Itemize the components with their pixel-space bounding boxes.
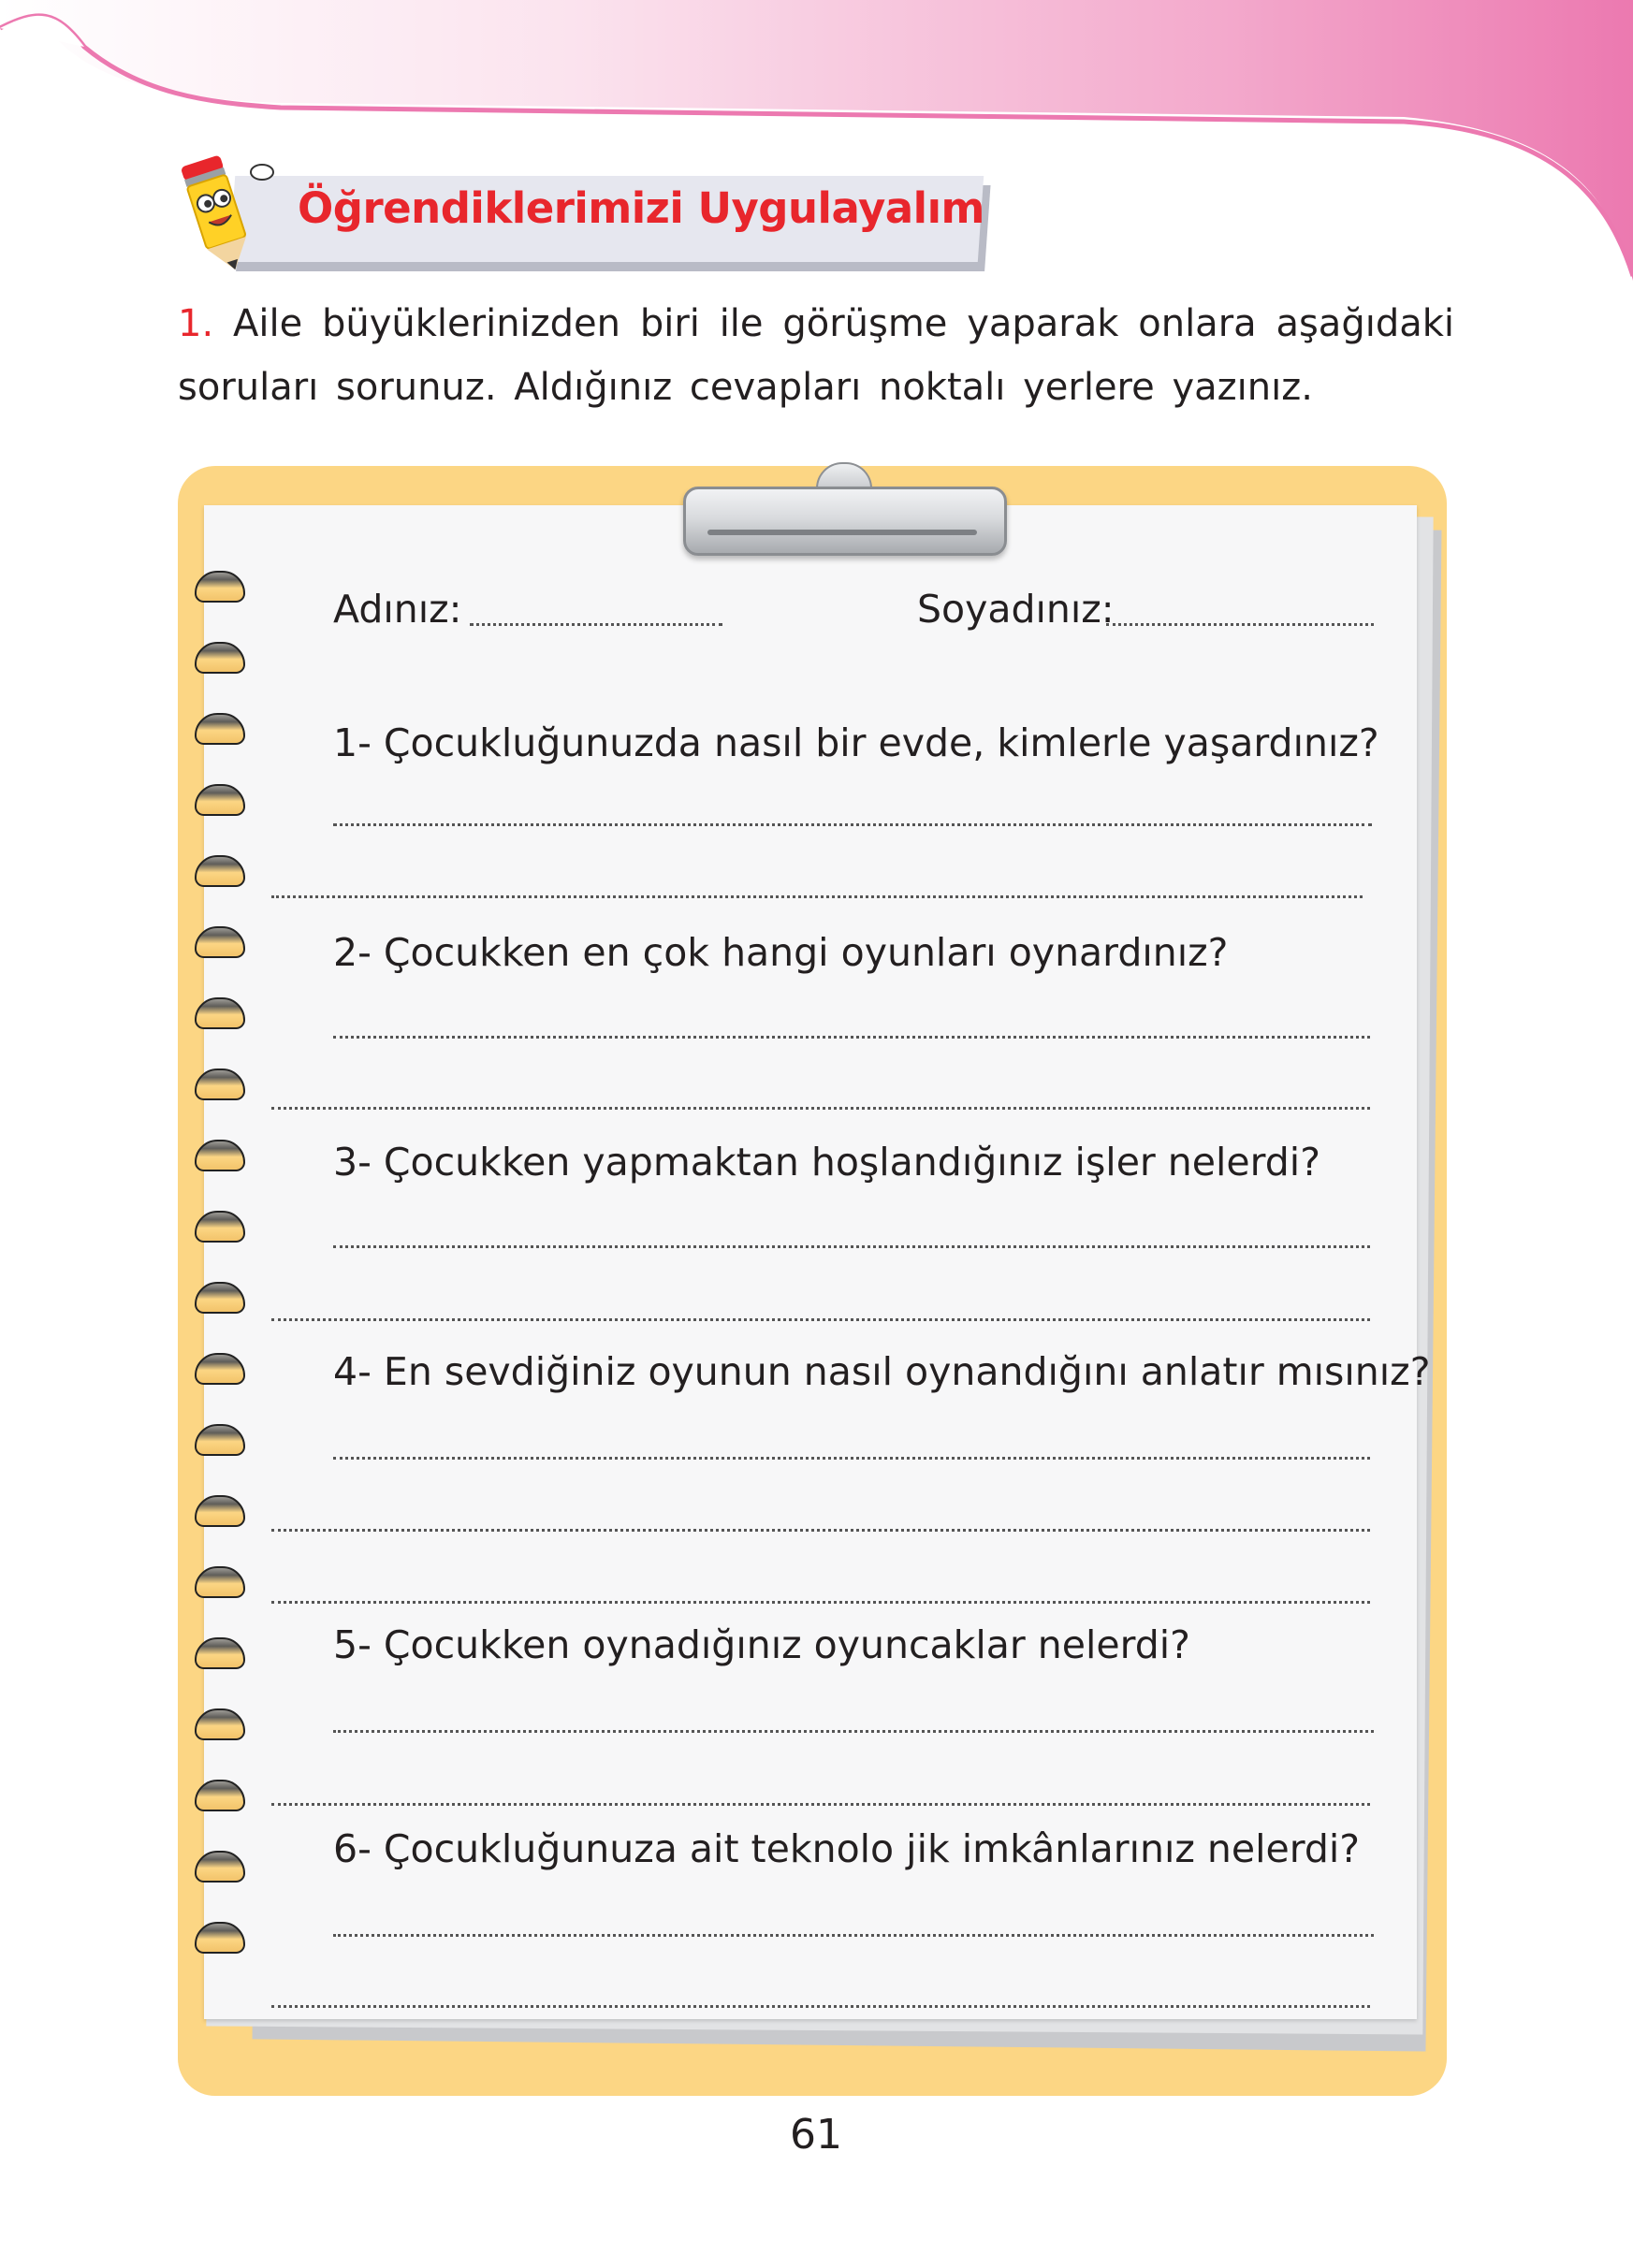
question-4: 4- En sevdiğiniz oyunun nasıl oynandığını anlatır mısınız? — [333, 1349, 1431, 1394]
answer-line-3a[interactable] — [333, 1245, 1370, 1248]
surname-field[interactable] — [1106, 623, 1374, 626]
answer-line-4b[interactable] — [271, 1529, 1370, 1532]
pencil-mascot-icon — [165, 148, 277, 274]
answer-line-4a[interactable] — [333, 1457, 1370, 1460]
instruction-body: Aile büyüklerinizden biri ile görüşme yaparak onlara aşağıdaki soruları sorunuz. Aldığınız cevapları noktalı yerlere yazınız. — [178, 302, 1454, 409]
answer-line-5a[interactable] — [333, 1730, 1374, 1733]
answer-line-6a[interactable] — [333, 1934, 1374, 1937]
question-5: 5- Çocukken oynadığınız oyuncaklar nelerdi? — [333, 1622, 1190, 1667]
instruction-text — [178, 292, 1454, 419]
answer-line-1a[interactable] — [333, 823, 1372, 826]
answer-line-1b[interactable] — [271, 895, 1363, 898]
question-6: 6- Çocukluğunuza ait teknolo jik imkânlarınız nelerdi? — [333, 1826, 1361, 1871]
answer-line-2a[interactable] — [333, 1036, 1370, 1039]
surname-label: Soyadınız: — [917, 587, 1115, 632]
answer-line-5b[interactable] — [271, 1803, 1370, 1806]
question-3: 3- Çocukken yapmaktan hoşlandığınız işler nelerdi? — [333, 1140, 1320, 1185]
answer-line-3b[interactable] — [271, 1318, 1370, 1321]
question-1: 1- Çocukluğunuzda nasıl bir evde, kimlerle yaşardınız? — [333, 720, 1379, 765]
answer-line-4c[interactable] — [271, 1601, 1370, 1604]
answer-line-6b[interactable] — [271, 2005, 1370, 2008]
clipboard-clip — [683, 487, 1007, 556]
clip-groove — [707, 530, 977, 535]
name-label: Adınız: — [333, 587, 462, 632]
name-field[interactable] — [470, 623, 722, 626]
question-2: 2- Çocukken en çok hangi oyunları oynardınız? — [333, 930, 1229, 975]
page-number: 61 — [790, 2111, 842, 2159]
section-title: Öğrendiklerimizi Uygulayalım — [298, 183, 984, 233]
answer-line-2b[interactable] — [271, 1107, 1370, 1110]
instruction-number: 1. — [178, 302, 214, 345]
